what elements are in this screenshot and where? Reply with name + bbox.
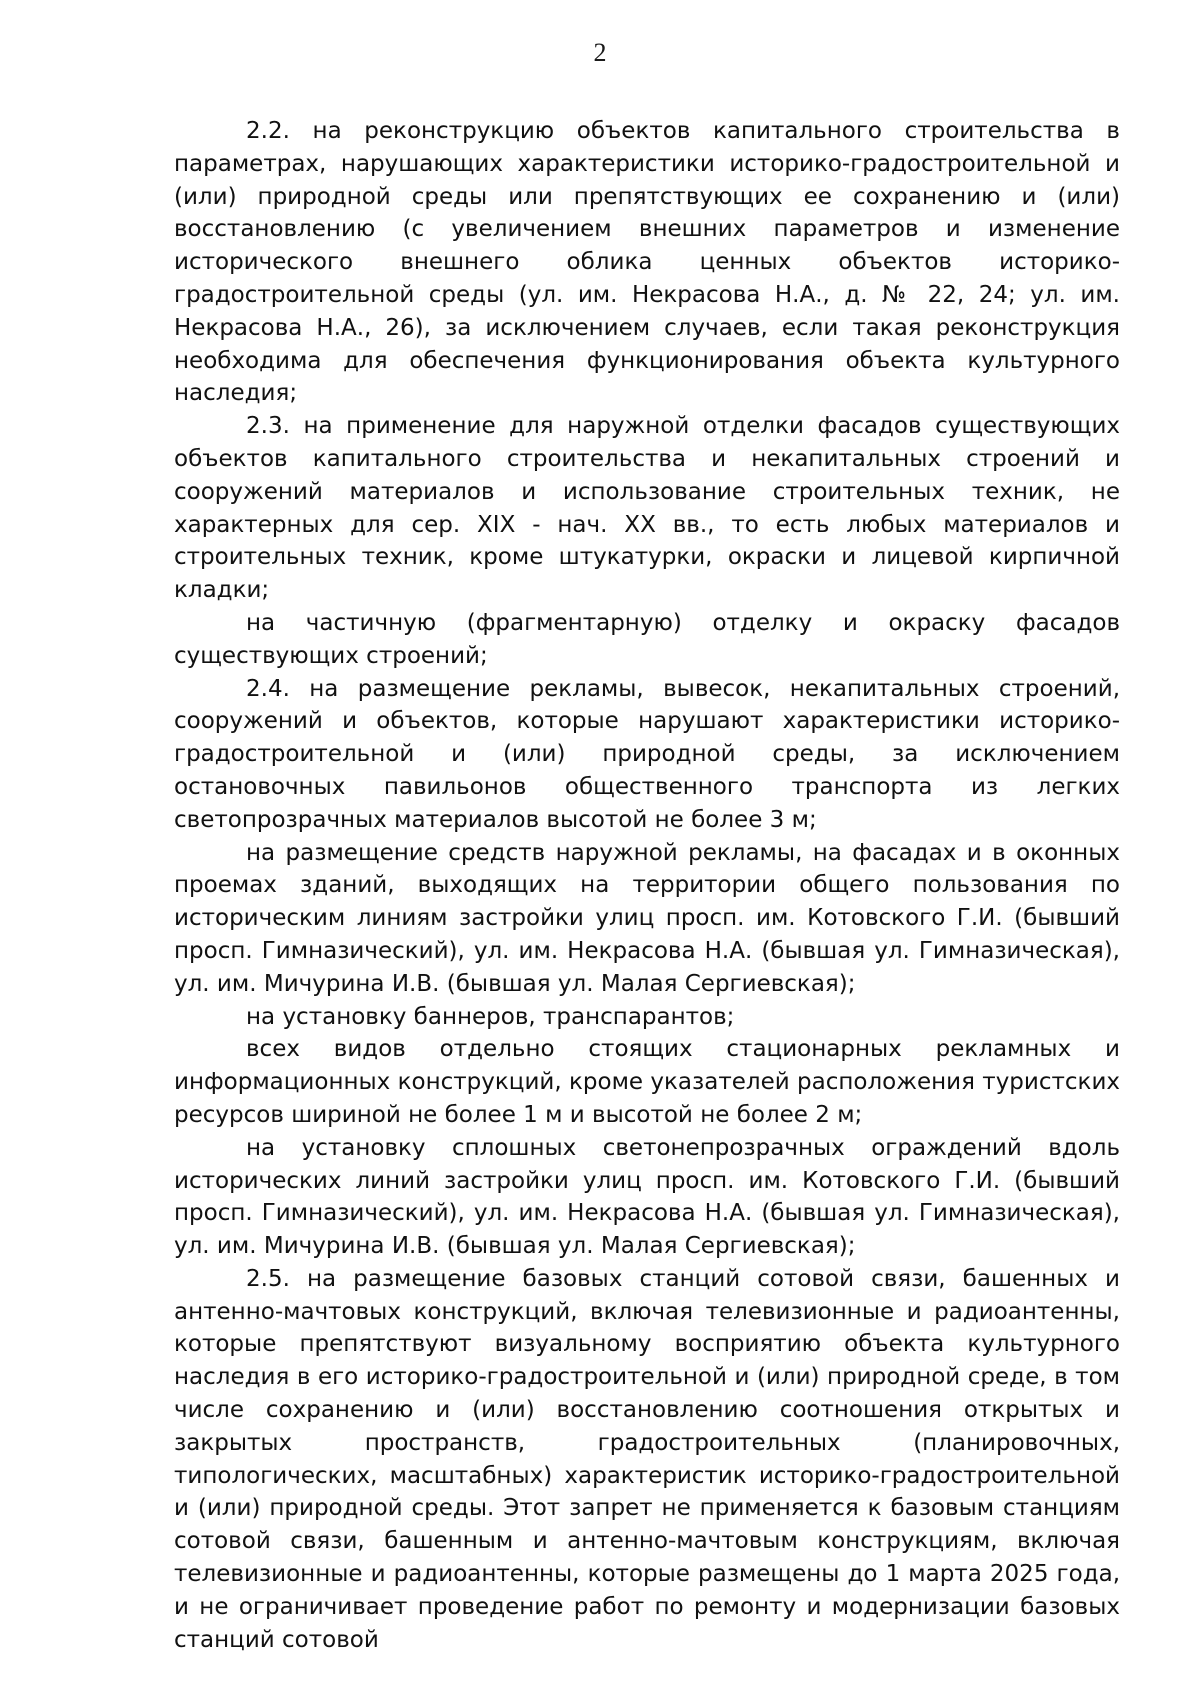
document-body	[174, 115, 1120, 1656]
paragraph-outdoor-advertising: на размещение средств наружной рекламы, на фасадах и в оконных проемах зданий, выходящих на территории общего пользования по историческим линиям застройки улиц просп. им. Котовского Г.И. (бывший просп. Гимназический), ул. им. Некрасова Н.А. (бывшая ул. Гимназическая), ул. им. Мичурина И.В. (бывшая ул. Малая Сергиевская);	[174, 839, 1120, 997]
paragraph-2-5: 2.5. на размещение базовых станций сотовой связи, башенных и антенно-мачтовых конструкций, включая телевизионные и радиоантенны, которые препятствуют визуальному восприятию объекта культурного наследия в его историко-градостроительной и (или) природной среде, в том числе сохранению и (или) восстановлению соотношения открытых и закрытых пространств, градостроительных (планировочных, типологических, масштабных) характеристик историко-градостроительной и (или) природной среды. Этот запрет не применяется к базовым станциям сотовой связи, башенным и антенно-мачтовым конструкциям, включая телевизионные и радиоантенны, которые размещены до 1 марта 2025 года, и не ограничивает проведение работ по ремонту и модернизации базовых станций сотовой	[174, 1265, 1120, 1653]
paragraph-2-3: 2.3. на применение для наружной отделки фасадов существующих объектов капитального строительства и некапитальных строений и сооружений материалов и использование строительных техник, не характерных для сер. XIX - нач. XX вв., то есть любых материалов и строительных техник, кроме штукатурки, окраски и лицевой кирпичной кладки;	[174, 413, 1120, 604]
paragraph-opaque-fences: на установку сплошных светонепрозрачных ограждений вдоль исторических линий застройки улиц просп. им. Котовского Г.И. (бывший просп. Гимназический), ул. им. Некрасова Н.А. (бывшая ул. Гимназическая), ул. им. Мичурина И.В. (бывшая ул. Малая Сергиевская);	[174, 1134, 1120, 1260]
paragraph-2-2: 2.2. на реконструкцию объектов капитального строительства в параметрах, нарушающих характеристики историко-градостроительной и (или) природной среды или препятствующих ее сохранению и (или) восстановлению (с увеличением внешних параметров и изменение исторического внешнего облика ценных объектов историко-градостроительной среды (ул. им. Некрасова Н.А., д. № 22, 24; ул. им. Некрасова Н.А., 26), за исключением случаев, если такая реконструкция необходима для обеспечения функционирования объекта культурного наследия;	[174, 118, 1120, 407]
paragraph-banners: на установку баннеров, транспарантов;	[246, 1003, 735, 1030]
paragraph-2-4: 2.4. на размещение рекламы, вывесок, некапитальных строений, сооружений и объектов, которые нарушают характеристики историко-градостроительной и (или) природной среды, за исключением остановочных павильонов общественного транспорта из легких светопрозрачных материалов высотой не более 3 м;	[174, 675, 1120, 833]
paragraph-standalone-structures: всех видов отдельно стоящих стационарных рекламных и информационных конструкций, кроме указателей расположения туристских ресурсов шириной не более 1 м и высотой не более 2 м;	[174, 1036, 1120, 1128]
paragraph-partial-finish: на частичную (фрагментарную) отделку и окраску фасадов существующих строений;	[174, 609, 1120, 669]
page-number: 2	[593, 38, 607, 67]
